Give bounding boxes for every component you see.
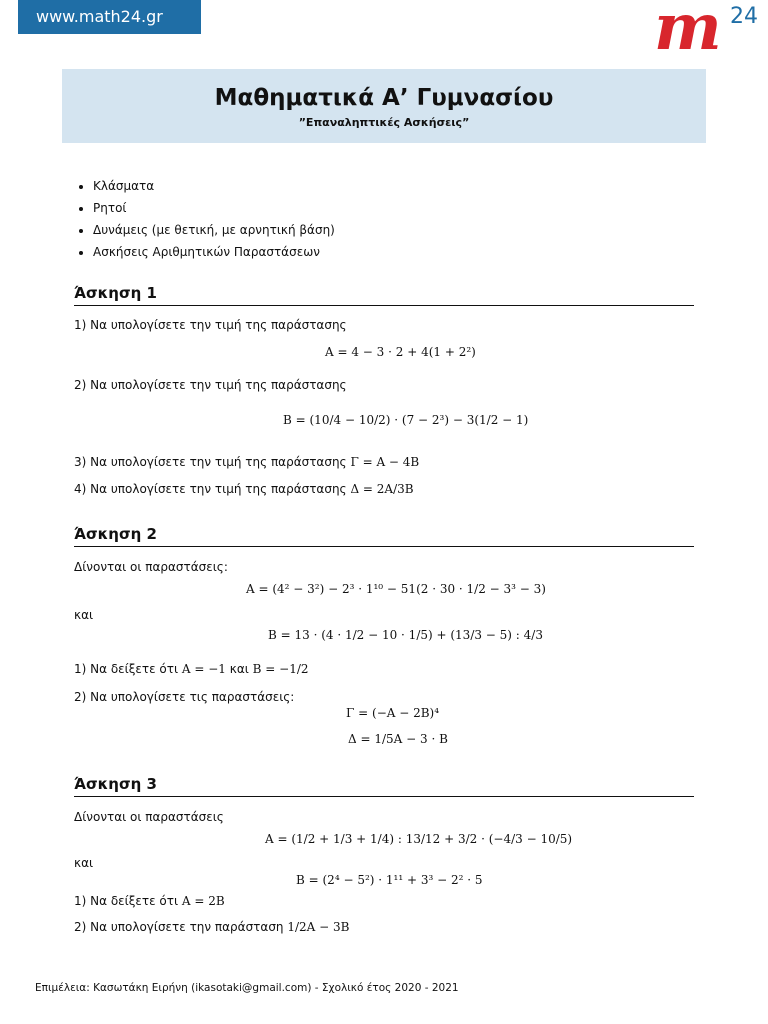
ex2-question-2: 2) Να υπολογίσετε τις παραστάσεις: <box>74 690 295 704</box>
ex3-and: και <box>74 856 94 870</box>
ex2-q1-a: A = −1 <box>181 662 226 676</box>
exercise-1-heading: Άσκηση 1 <box>74 284 694 306</box>
ex3-question-1 <box>74 894 225 908</box>
topic-item: • Ασκήσεις Αριθμητικών Παραστάσεων <box>93 241 335 263</box>
ex1-formula-g: Γ = A − 4B <box>350 455 420 469</box>
ex2-and: και <box>74 608 94 622</box>
ex3-q1-formula: A = 2B <box>181 894 225 908</box>
ex2-question-1 <box>74 662 309 676</box>
ex3-intro: Δίνονται οι παραστάσεις <box>74 810 224 824</box>
ex2-q1-b: B = −1/2 <box>252 662 309 676</box>
ex3-q1-text: 1) Να δείξετε ότι <box>74 894 179 908</box>
topic-item: • Κλάσματα <box>93 175 335 197</box>
ex2-intro: Δίνονται οι παραστάσεις: <box>74 560 228 574</box>
logo-letter: m <box>654 0 722 65</box>
logo-number: 24 <box>730 4 758 29</box>
topic-list <box>77 175 335 263</box>
ex2-formula-d: Δ = 1/5A − 3 · B <box>348 732 448 746</box>
page-subtitle: ”Επαναληπτικές Ασκήσεις” <box>298 116 470 129</box>
ex3-q2-text: 2) Να υπολογίσετε την παράσταση <box>74 920 284 934</box>
ex1-question-3 <box>74 455 419 469</box>
ex2-q1-text: 1) Να δείξετε ότι <box>74 662 179 676</box>
ex2-formula-g: Γ = (−A − 2B)⁴ <box>346 706 440 720</box>
ex1-question-1: 1) Να υπολογίσετε την τιμή της παράστασης <box>74 318 347 332</box>
site-url-banner[interactable]: www.math24.gr <box>18 0 201 34</box>
ex1-formula-b: B = (10/4 − 10/2) · (7 − 2³) − 3(1/2 − 1) <box>283 413 529 427</box>
ex3-formula-a: A = (1/2 + 1/3 + 1/4) : 13/12 + 3/2 · (−4/3 − 10/5) <box>265 832 573 846</box>
ex1-formula-d: Δ = 2A/3B <box>350 482 414 496</box>
ex3-q2-formula: 1/2A − 3B <box>287 920 350 934</box>
exercise-3-heading: Άσκηση 3 <box>74 775 694 797</box>
ex1-q3-text: 3) Να υπολογίσετε την τιμή της παράστασης <box>74 455 347 469</box>
m24-logo <box>654 0 764 65</box>
ex3-question-2 <box>74 920 349 934</box>
title-box <box>62 69 706 143</box>
topic-item: • Δυνάμεις (με θετική, με αρνητική βάση) <box>93 219 335 241</box>
topic-item: • Ρητοί <box>93 197 335 219</box>
ex1-q4-text: 4) Να υπολογίσετε την τιμή της παράστασης <box>74 482 347 496</box>
page-title: Μαθηματικά Α’ Γυμνασίου <box>214 85 554 111</box>
ex1-question-2: 2) Να υπολογίσετε την τιμή της παράστασης <box>74 378 347 392</box>
exercise-2-heading: Άσκηση 2 <box>74 525 694 547</box>
ex1-formula-a: A = 4 − 3 · 2 + 4(1 + 2²) <box>325 345 476 359</box>
ex2-formula-a: A = (4² − 3²) − 2³ · 1¹⁰ − 51(2 · 30 · 1/2 − 3³ − 3) <box>246 582 546 596</box>
ex2-formula-b: B = 13 · (4 · 1/2 − 10 · 1/5) + (13/3 − 5) : 4/3 <box>268 628 543 642</box>
ex1-question-4 <box>74 482 414 496</box>
ex2-q1-and: και <box>229 662 249 676</box>
footer-credits: Επιμέλεια: Κασωτάκη Ειρήνη (ikasotaki@gmail.com) - Σχολικό έτος 2020 - 2021 <box>35 982 459 994</box>
ex3-formula-b: B = (2⁴ − 5²) · 1¹¹ + 3³ − 2² · 5 <box>296 873 483 887</box>
